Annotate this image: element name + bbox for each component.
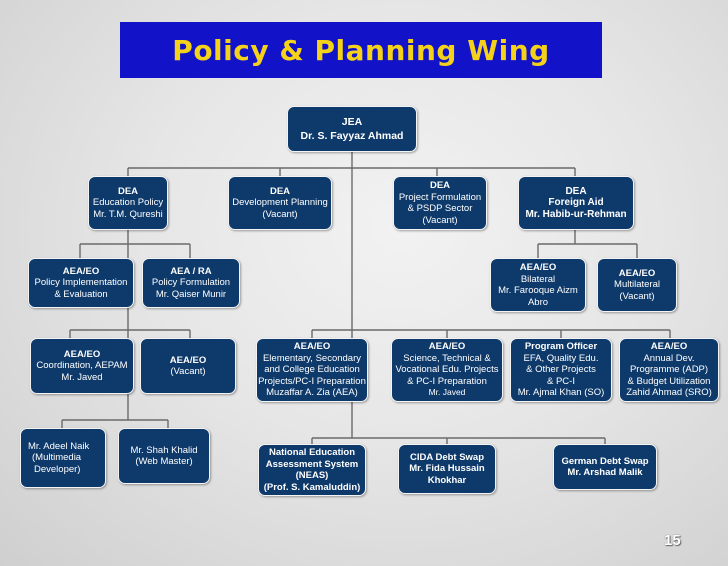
aea-elementary-box [256,338,368,402]
aea-unit-line2: & Evaluation [54,288,108,300]
aea-unit-line2: and College Education [264,364,360,376]
aea-name: Mr. Qaiser Munir [155,288,227,300]
program-officer-box [510,338,612,402]
staff-role: (Multimedia [32,452,82,464]
aea-unit-line3: & PC-I Preparation [407,375,487,387]
officer-name: Mr. Ajmal Khan (SO) [517,387,605,399]
aea-name: (Vacant) [619,290,655,302]
staff-role: (Web Master) [135,456,193,467]
dea-role: DEA [565,185,587,197]
dea-foreign-aid-box [518,176,634,230]
aea-role: AEA/EO [62,265,100,277]
aea-unit: Elementary, Secondary [262,352,362,364]
shah-khalid-box [118,428,210,484]
dea-role: DEA [117,185,139,197]
cida-unit: CIDA Debt Swap [409,451,485,463]
neas-box [258,444,366,496]
german-debt-swap-box [553,444,657,490]
aea-role: AEA/EO [618,267,656,279]
staff-name: Mr. Shah Khalid [130,444,198,456]
dea-name: Mr. T.M. Qureshi [93,208,163,220]
aea-role: AEA / RA [170,265,212,277]
aea-unit: Policy Implementation [34,277,128,289]
dea-unit: Foreign Aid [548,197,604,209]
aea-unit-line3: & Budget Utilization [627,375,711,387]
aea-science-technical-box [391,338,503,402]
adeel-naik-box [20,428,106,488]
cida-name: Mr. Fida Hussain [409,463,485,475]
neas-unit-line2: Assessment System [265,458,359,470]
aea-coordination-box [30,338,134,394]
staff-role-line2: Developer) [34,463,81,475]
jea-name: Dr. S. Fayyaz Ahmad [300,130,404,142]
dea-development-planning-box [228,176,332,230]
aea-role: AEA/EO [650,341,688,353]
aea-unit: Annual Dev. [643,352,695,364]
dea-unit: Project Formulation [398,191,482,203]
cida-debt-swap-box [398,444,496,494]
officer-unit-line2: & Other Projects [526,364,596,376]
jea-role: JEA [341,116,363,128]
aea-annual-dev-box [619,338,719,402]
aea-ra-policy-formulation-box [142,258,240,308]
aea-unit: Bilateral [520,273,556,285]
aea-unit: Science, Technical & [403,352,491,364]
neas-unit: National Education [268,447,356,458]
dea-name: (Vacant) [262,208,298,220]
staff-name: Mr. Adeel Naik [28,440,90,452]
aea-name: (Vacant) [170,366,206,377]
dea-education-policy-box [88,176,168,230]
cida-name-line2: Khokhar [427,474,467,486]
aea-multilateral-box [597,258,677,312]
dea-project-formulation-box [393,176,487,230]
aea-role: AEA/EO [428,341,466,353]
aea-name: Mr. Javed [428,387,466,398]
aea-unit: Coordination, AEPAM [36,360,128,372]
aea-role: AEA/EO [293,341,331,353]
aea-name: Muzaffar A. Zia (AEA) [266,387,358,399]
dea-name: Mr. Habib-ur-Rehman [525,208,627,220]
officer-role: Program Officer [524,341,598,353]
dea-unit: Education Policy [92,197,164,209]
dea-role: DEA [269,185,291,197]
german-name: Mr. Arshad Malik [567,467,643,478]
aea-name: Mr. Farooque Aizm [498,285,578,296]
neas-name: (Prof. S. Kamaluddin) [263,481,361,493]
aea-unit-line3: Projects/PC-I Preparation [258,375,366,387]
aea-vacant-box [140,338,236,394]
aea-role: AEA/EO [169,354,207,366]
neas-acronym: (NEAS) [295,470,329,481]
aea-policy-implementation-box [28,258,134,308]
aea-name: Mr. Javed [61,371,103,383]
aea-role: AEA/EO [63,348,101,360]
aea-unit-line2: Vocational Edu. Projects [395,364,499,376]
aea-role: AEA/EO [519,262,557,273]
aea-unit: Policy Formulation [151,277,231,289]
page-number: 15 [664,532,681,549]
german-unit: German Debt Swap [561,455,649,467]
dea-unit-line2: & PSDP Sector [407,203,473,214]
dea-name: (Vacant) [422,214,458,226]
dea-role: DEA [429,180,451,191]
aea-unit-line2: Programme (ADP) [629,364,709,376]
officer-unit-line3: & PC-I [547,375,575,387]
jea-box [287,106,417,152]
officer-unit: EFA, Quality Edu. [523,352,599,364]
aea-unit: Multilateral [614,279,660,291]
aea-name: Zahid Ahmad (SRO) [626,387,712,399]
dea-unit: Development Planning [232,197,328,209]
aea-name-line2: Abro [527,296,549,308]
aea-bilateral-box [490,258,586,312]
page-title: Policy & Planning Wing [120,22,602,78]
